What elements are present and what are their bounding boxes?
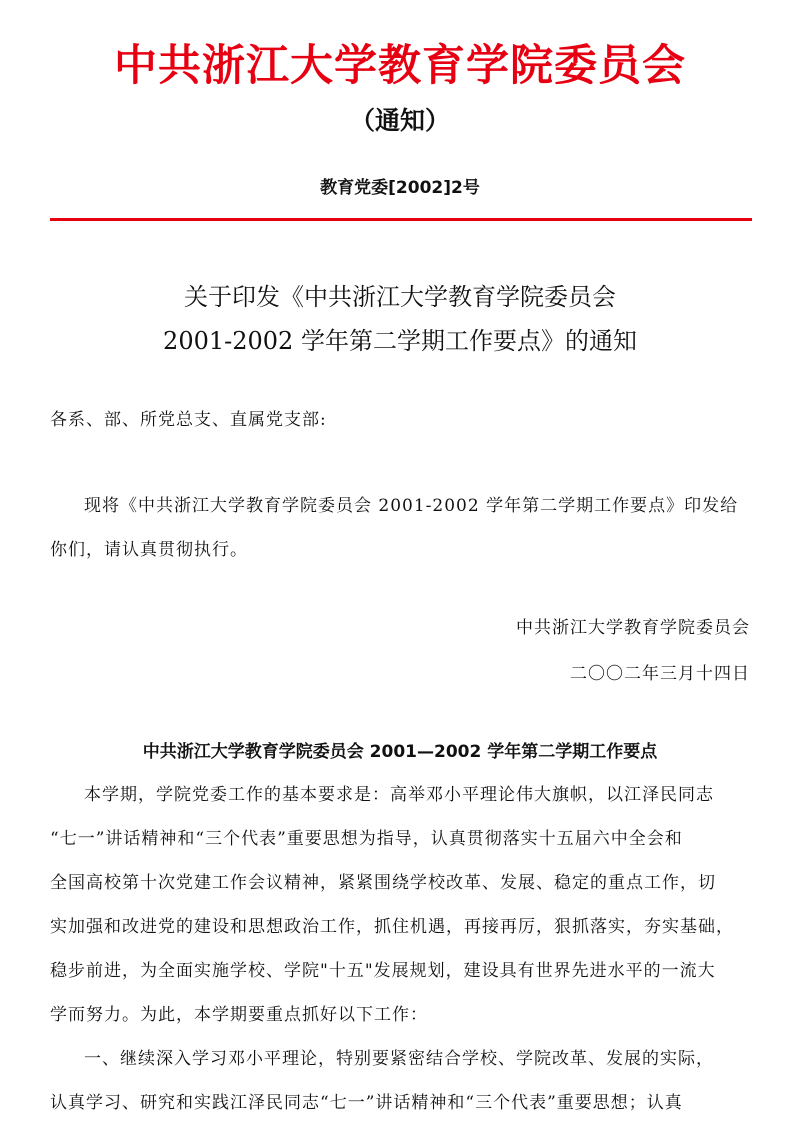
letterhead-org-name: 中共浙江大学教育学院委员会	[114, 41, 686, 91]
work-plan-line: 一、继续深入学习邓小平理论，特别要紧密结合学校、学院改革、发展的实际，	[84, 1049, 714, 1069]
notice-body-line: 你们，请认真贯彻执行。	[50, 540, 248, 560]
work-plan-line: 全国高校第十次党建工作会议精神，紧紧围绕学校改革、发展、稳定的重点工作，切	[50, 873, 716, 893]
work-plan-line: 本学期，学院党委工作的基本要求是：高举邓小平理论伟大旗帜，以江泽民同志	[84, 785, 714, 805]
work-plan-line: 学而努力。为此，本学期要重点抓好以下工作：	[50, 1005, 428, 1025]
notice-title-line-2: 2001-2002 学年第二学期工作要点》的通知	[163, 327, 637, 355]
document-number: 教育党委[2002]2号	[320, 178, 480, 198]
signature-date: 二〇〇二年三月十四日	[570, 664, 750, 684]
notice-title-line-1: 关于印发《中共浙江大学教育学院委员会	[184, 283, 616, 311]
signature-organization: 中共浙江大学教育学院委员会	[516, 618, 750, 638]
work-plan-heading: 中共浙江大学教育学院委员会 2001—2002 学年第二学期工作要点	[142, 742, 658, 762]
salutation: 各系、部、所党总支、直属党支部:	[50, 410, 327, 430]
work-plan-line: 稳步前进，为全面实施学校、学院"十五"发展规划，建设具有世界先进水平的一流大	[50, 961, 716, 981]
document-type: （通知）	[349, 106, 450, 135]
work-plan-line: 认真学习、研究和实践江泽民同志“七一”讲话精神和“三个代表”重要思想；认真	[50, 1093, 683, 1113]
work-plan-line: 实加强和改进党的建设和思想政治工作，抓住机遇，再接再厉，狠抓落实，夯实基础，	[50, 917, 734, 937]
work-plan-body	[50, 773, 752, 1125]
notice-body-line: 现将《中共浙江大学教育学院委员会 2001-2002 学年第二学期工作要点》印发给	[84, 496, 739, 516]
work-plan-line: “七一”讲话精神和“三个代表”重要思想为指导，认真贯彻落实十五届六中全会和	[50, 829, 683, 849]
red-divider-line	[50, 218, 752, 221]
notice-body	[50, 484, 752, 572]
